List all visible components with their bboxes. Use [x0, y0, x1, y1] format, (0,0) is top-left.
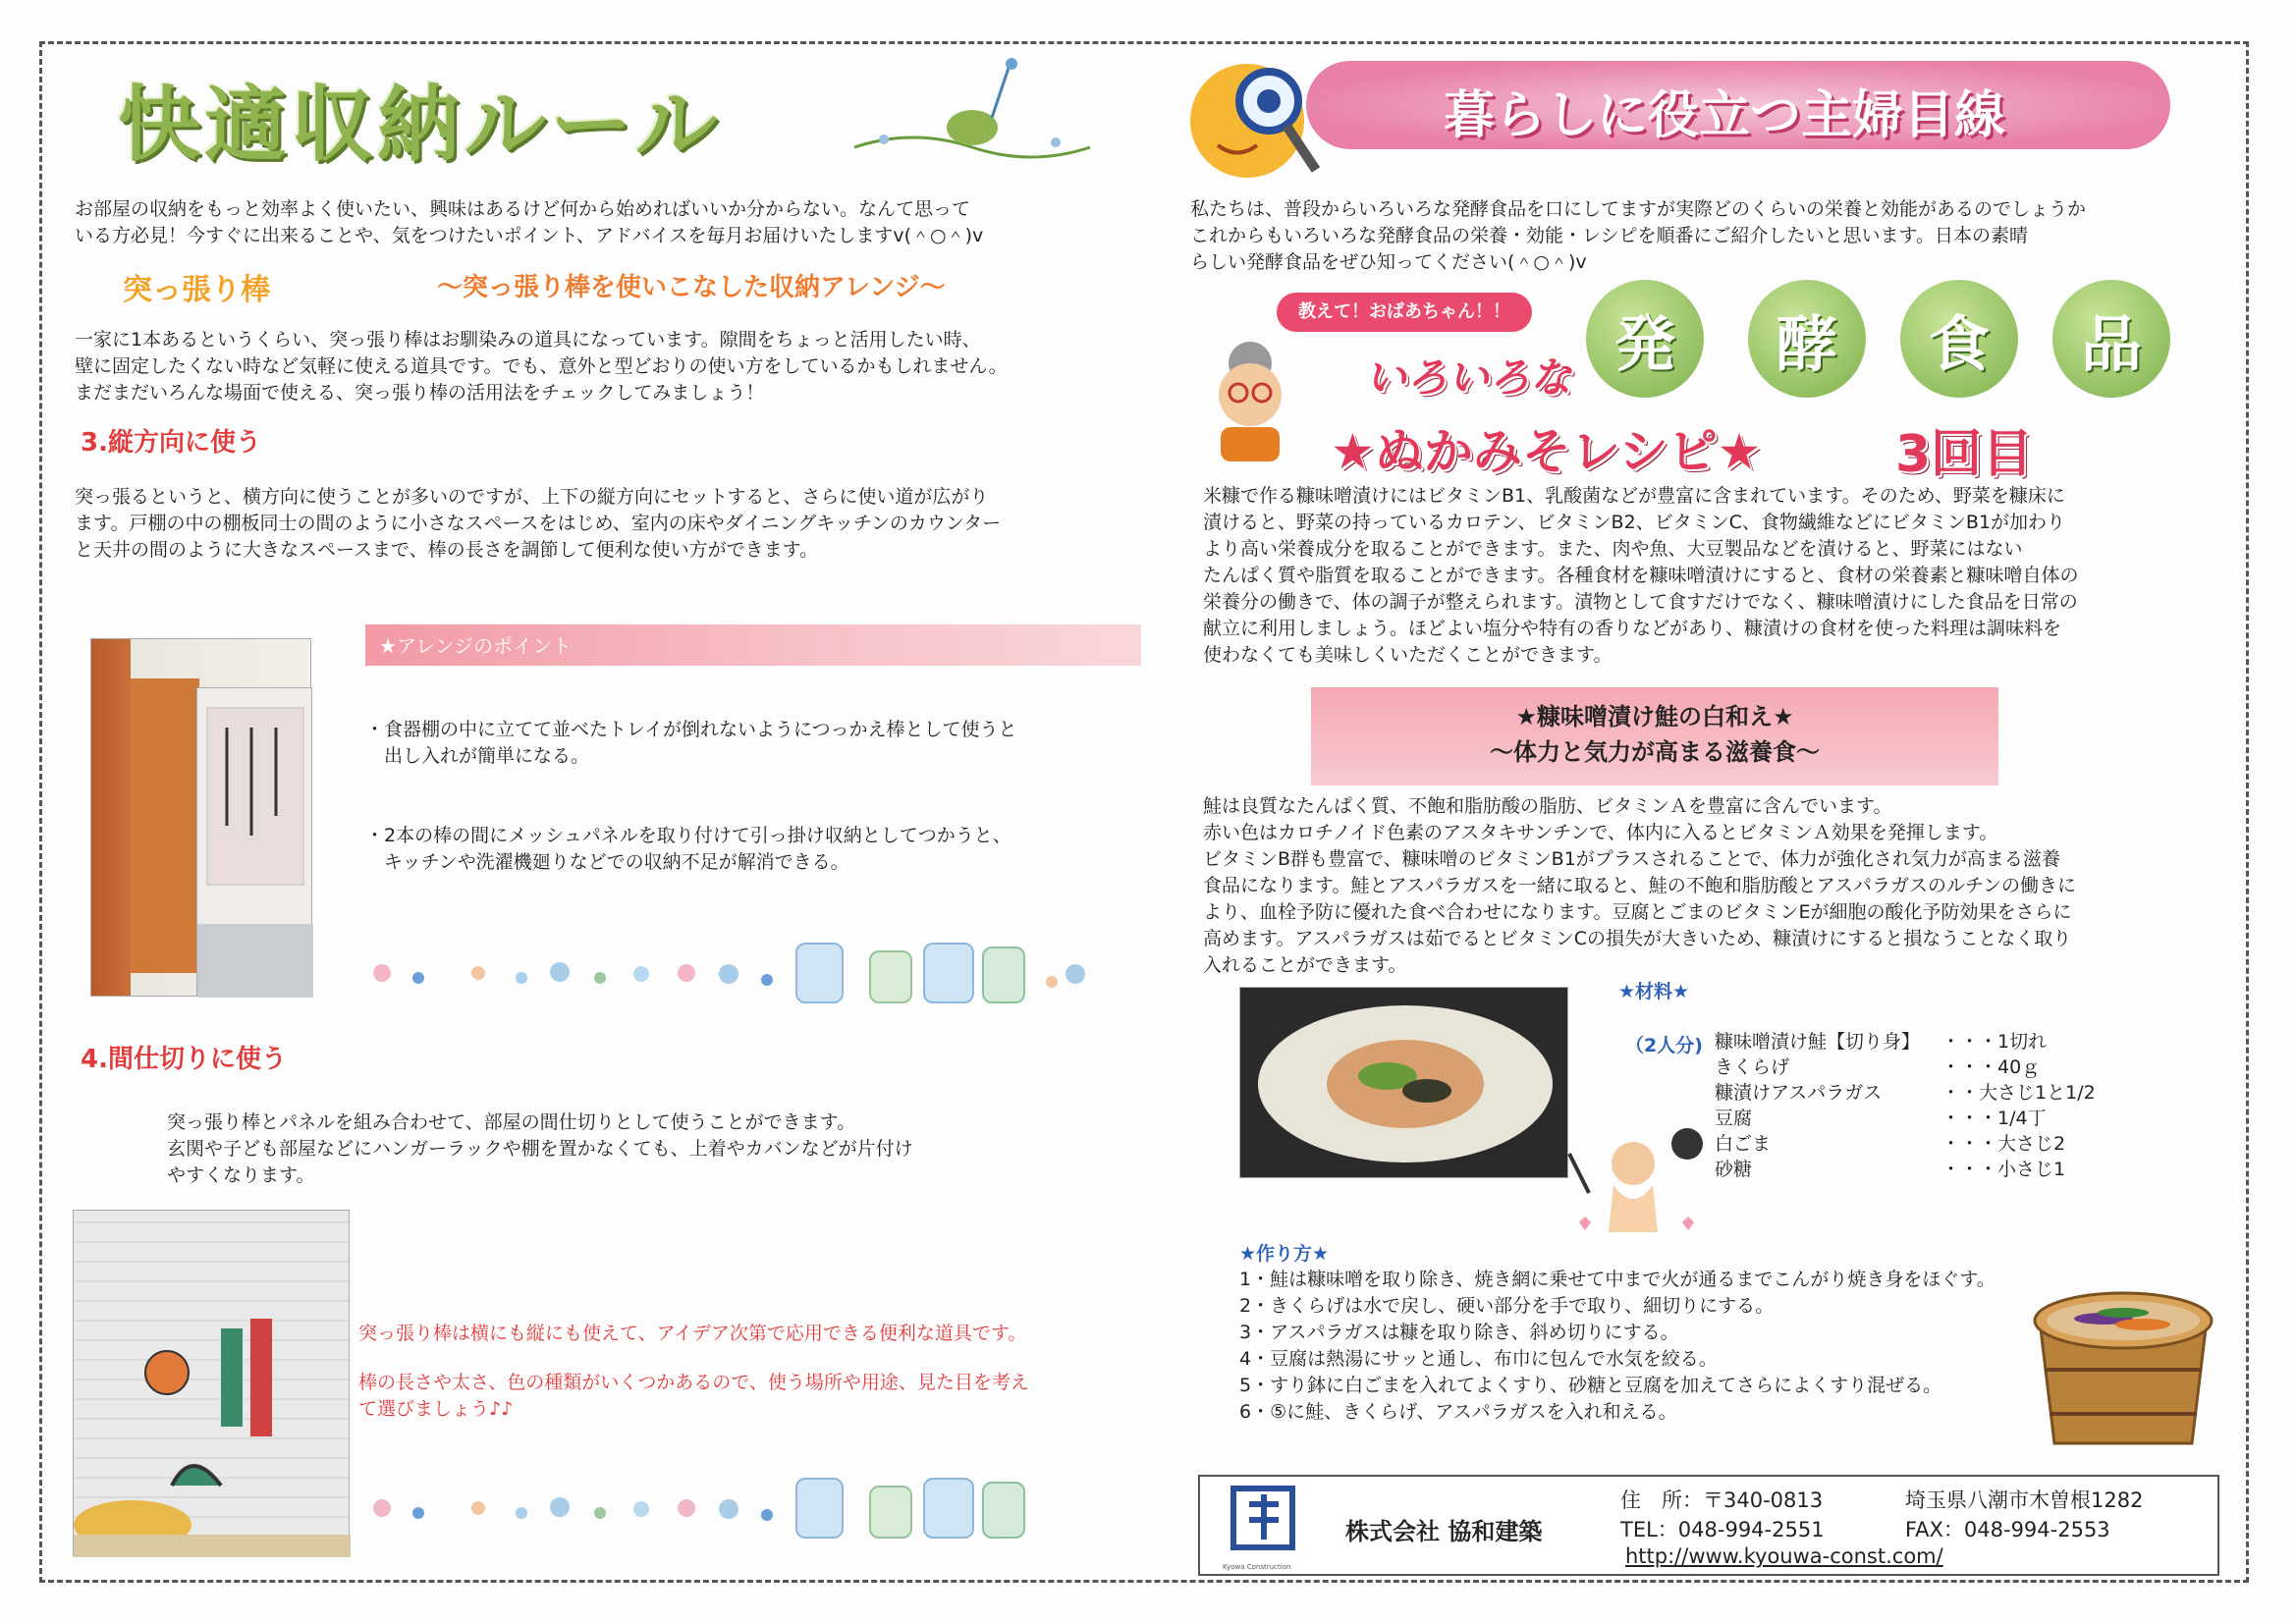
kanji-circle-3: 食: [1900, 280, 2018, 398]
kanji-circle-4: 品: [2052, 280, 2170, 398]
ingredient-amount: ・・・大さじ2: [1941, 1133, 2066, 1155]
section4-text: 突っ張り棒とパネルを組み合わせて、部屋の間仕切りとして使うことができます。 玄関や子ども部屋などにハンガーラックや棚を置かなくても、上着やカバンなどが片付け やすくなります。: [167, 1111, 913, 1186]
step-item: 5・すり鉢に白ごまを入れてよくすり、砂糖と豆腐を加えてさらによくすり混ぜる。: [1239, 1375, 1942, 1396]
step-item: 2・きくらげは水で戻し、硬い部分を手で取り、細切りにする。: [1239, 1295, 1775, 1317]
closing-note-2: 棒の長さや太さ、色の種類がいくつかあるので、使う場所や用途、見た目を考え て選びましょう♪♪: [358, 1372, 1029, 1420]
ingredient-name: きくらげ: [1715, 1056, 1790, 1078]
ingredient-name: 豆腐: [1715, 1108, 1753, 1129]
ingredient-row: [1709, 1029, 2102, 1055]
company-logo-icon: [1230, 1485, 1312, 1563]
servings-label: （2人分): [1625, 1035, 1703, 1056]
arrange-point-bar: ★アレンジのポイント: [365, 624, 1141, 666]
company-logo-subtext: Kyowa Construction: [1223, 1563, 1291, 1571]
topic-text: 一家に1本あるというくらい、突っ張り棒はお馴染みの道具になっています。隙間をちょっと活用したい時、 壁に固定したくない時など気軽に使える道具です。でも、意外と型どおりの使い方をしているかもしれません。 まだまだいろんな場面で使える、突っ張り棒の活用法をチェックしてみましょう！: [75, 329, 1008, 404]
dish-text: 鮭は良質なたんぱく質、不飽和脂肪酸の脂肪、ビタミンＡを豊富に含んでいます。 赤い色はカロチノイド色素のアスタキサンチンで、体内に入るとビタミンＡ効果を発揮します。 ビタミンB群も豊富で、糠味噌のビタミンB1がプラスされることで、体力が強化され気力が高まる滋養 食品になります。鮭とアスパラガスを一緒に取ると、鮭の不飽和脂肪酸とアスパラガスのルチンの働きに より、血栓予防に優れた食べ合わせになります。豆腐とごまのビタミンEが細胞の酸化予防効果をさらに 高めます。アスパラガスは茹でるとビタミンCの損失が大きいため、糠漬けにすると損なうことなく取り 入れることができます。: [1203, 795, 2077, 976]
tel: TEL：048-994-2551: [1620, 1518, 1825, 1542]
left-intro: お部屋の収納をもっと効率よく使いたい、興味はあるけど何から始めればいいか分からない。なんて思って いる方必見！今すぐに出来ることや、気をつけたいポイント、アドバイスを毎月お届けいたしますv(＾○＾)v: [75, 198, 984, 246]
iroiro-label: いろいろな: [1365, 353, 1572, 402]
kanji-circle-2: 酵: [1748, 280, 1866, 398]
closing-note-1: 突っ張り棒は横にも縦にも使えて、アイデア次第で応用できる便利な道具です。: [358, 1323, 1027, 1344]
company-url-link[interactable]: http://www.kyouwa-const.com/: [1625, 1544, 1943, 1568]
dish-title: ★糠味噌漬け鮭の白和え★: [1515, 703, 1794, 730]
ingredient-name: 白ごま: [1715, 1133, 1772, 1155]
fax: FAX：048-994-2553: [1905, 1518, 2110, 1542]
dish-subtitle: ～体力と気力が高まる滋養食～: [1490, 738, 1820, 766]
topic-subtitle: ～突っ張り棒を使いこなした収納アレンジ～: [437, 273, 946, 302]
ingredient-amount: ・・・小さじ1: [1941, 1159, 2066, 1180]
utensil-rack-photo: [196, 687, 312, 997]
address: 埼玉県八潮市木曽根1282: [1905, 1488, 2144, 1512]
company-name: 株式会社 協和建築: [1345, 1518, 1543, 1545]
ingredients-label: ★材料★: [1618, 981, 1690, 1002]
step-item: 1・鮭は糠味噌を取り除き、焼き網に乗せて中まで火が通るまでこんがり焼き身をほぐす。: [1239, 1269, 1995, 1290]
vine-decoration: [845, 49, 1100, 167]
grandma-bubble: 教えて！おばあちゃん！！: [1277, 293, 1532, 332]
ingredient-name: 砂糖: [1715, 1159, 1753, 1180]
dish-photo: [1239, 987, 1568, 1178]
grandma-icon: [1196, 334, 1304, 461]
right-intro: 私たちは、普段からいろいろな発酵食品を口にしてますが実際どのくらいの栄養と効能があるのでしょうか これからもいろいろな発酵食品の栄養・効能・レシピを順番にご紹介したいと思います。日本の素晴 らしい発酵食品をぜひ知ってください(＾○＾)v: [1190, 198, 2087, 273]
step-item: 4・豆腐は熱湯にサッと通し、布巾に包んで水気を絞る。: [1239, 1348, 1718, 1370]
ingredient-name: 糠味噌漬け鮭【切り身】: [1715, 1031, 1921, 1053]
recipe-title: ★ぬかみそレシピ★: [1331, 423, 1762, 480]
ingredients-table: [1709, 1029, 2102, 1182]
ingredient-amount: ・・・40ｇ: [1941, 1056, 2041, 1078]
section4-title: 4.間仕切りに使う: [81, 1045, 287, 1074]
address-label: 住 所：〒340-0813: [1620, 1488, 1824, 1512]
ingredient-amount: ・・・1切れ: [1941, 1031, 2048, 1053]
episode-label: 3回目: [1895, 425, 2034, 484]
dish-title-box: [1311, 687, 1998, 785]
section3-text: 突っ張るというと、横方向に使うことが多いのですが、上下の縦方向にセットすると、さらに使い道が広がり ます。戸棚の中の棚板同士の間のように小さなスペースをはじめ、室内の床やダイニングキッチンのカウンター と天井の間のように大きなスペースまで、棒の長さを調節して便利な使い方ができます。: [75, 486, 1002, 561]
dots-decoration-1: [373, 943, 1120, 1001]
nuka-text: 米糠で作る糠味噌漬けにはビタミンB1、乳酸菌などが豊富に含まれています。そのため、野菜を糠床に 漬けると、野菜の持っているカロテン、ビタミンB2、ビタミンC、食物繊維などにビタミンB1が加わり より高い栄養成分を取ることができます。また、肉や魚、大豆製品などを漬けると、野菜にはない たんぱく質や脂質を取ることができます。各種食材を糠味噌漬けにすると、食材の栄養素と糠味噌自体の 栄養分の働きで、体の調子が整えられます。漬物として食すだけでなく、糠味噌漬けにした食品を日常の 献立に利用しましょう。ほどよい塩分や特有の香りなどがあり、糠漬けの食材を使った料理は調味料を 使わなくても美味しくいただくことができます。: [1203, 485, 2079, 666]
ingredient-row: [1709, 1055, 2102, 1080]
ingredient-amount: ・・・1/4丁: [1941, 1108, 2047, 1129]
point-1: ・食器棚の中に立てて並べたトレイが倒れないようにつっかえ棒として使うと 出し入れが簡単になる。: [365, 719, 1017, 767]
left-title: 快適収納ルール: [118, 77, 722, 173]
nuka-barrel-icon: [2025, 1281, 2221, 1453]
cook-figure-icon: [1559, 1124, 1707, 1252]
step-item: 3・アスパラガスは糠を取り除き、斜め切りにする。: [1239, 1322, 1679, 1343]
steps-label: ★作り方★: [1239, 1243, 1330, 1265]
ingredient-row: [1709, 1080, 2102, 1106]
ingredient-amount: ・・大さじ1と1/2: [1941, 1082, 2096, 1104]
ingredient-row: [1709, 1157, 2102, 1182]
section3-title: 3.縦方向に使う: [81, 428, 261, 458]
kanji-circle-1: 発: [1586, 280, 1704, 398]
partition-panel-photo: [73, 1210, 350, 1556]
ingredient-row: [1709, 1131, 2102, 1157]
ingredient-row: [1709, 1106, 2102, 1131]
step-item: 6・⑤に鮭、きくらげ、アスパラガスを入れ和える。: [1239, 1401, 1677, 1423]
right-title: 暮らしに役立つ主婦目線: [1444, 86, 2006, 145]
shelf-door: [131, 678, 199, 973]
ingredient-name: 糠漬けアスパラガス: [1715, 1082, 1883, 1104]
dots-decoration-2: [373, 1478, 1080, 1537]
steps-list: [1239, 1267, 2143, 1426]
topic-label: 突っ張り棒: [123, 273, 270, 307]
point-2: ・2本の棒の間にメッシュパネルを取り付けて引っ掛け収納としてつかうと、 キッチンや洗濯機廻りなどでの収納不足が解消できる。: [365, 825, 1011, 873]
